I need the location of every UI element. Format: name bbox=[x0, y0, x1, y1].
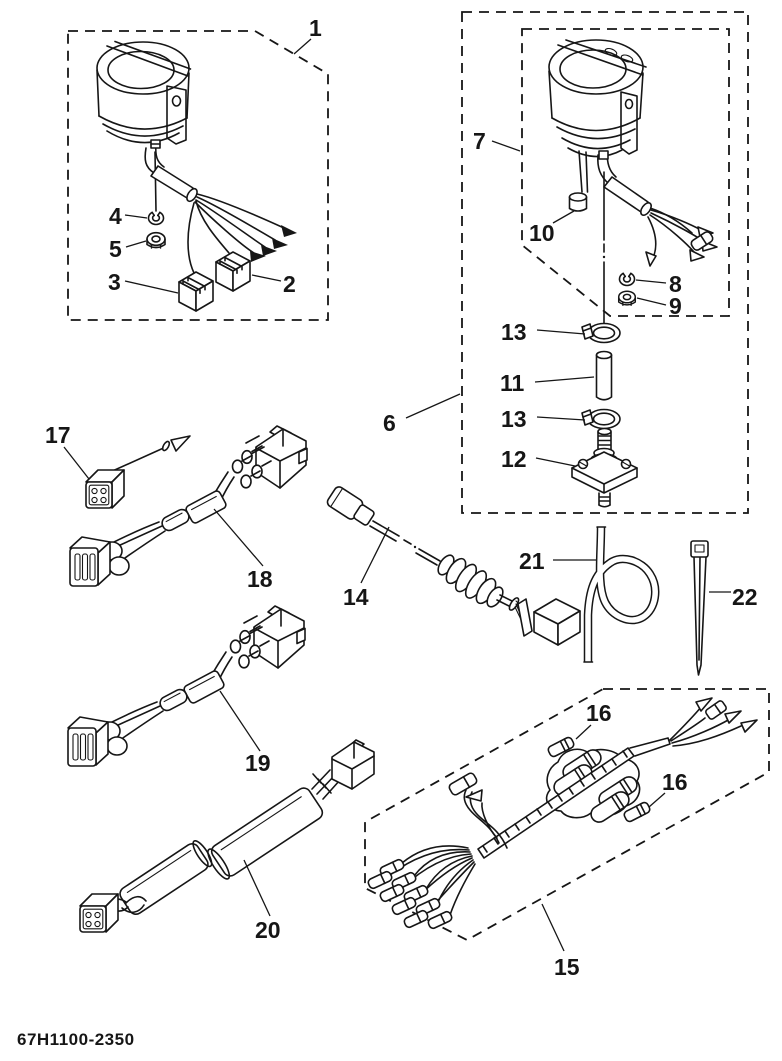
wire-harness-15 bbox=[367, 698, 757, 930]
callout-10 bbox=[529, 211, 574, 246]
callout-12 bbox=[501, 446, 575, 472]
callout-12-label: 12 bbox=[501, 446, 527, 472]
connector-17 bbox=[86, 436, 190, 508]
callout-5 bbox=[109, 236, 146, 262]
nut-5 bbox=[147, 233, 165, 248]
callout-19 bbox=[220, 691, 271, 776]
hose-clamp-13b bbox=[582, 410, 620, 429]
callout-21 bbox=[519, 548, 596, 574]
speedometer-hose-21 bbox=[584, 527, 655, 662]
callout-19-label: 19 bbox=[245, 750, 271, 776]
callout-11-label: 11 bbox=[500, 370, 525, 396]
callout-20-label: 20 bbox=[255, 917, 281, 943]
callout-4-label: 4 bbox=[109, 203, 122, 229]
callout-18 bbox=[214, 509, 273, 592]
cable-tie-22 bbox=[691, 541, 708, 675]
callout-7 bbox=[473, 128, 520, 154]
callout-5-label: 5 bbox=[109, 236, 122, 262]
callout-1 bbox=[294, 15, 322, 54]
callout-3-label: 3 bbox=[108, 269, 121, 295]
drawing-code: 67H1100-2350 bbox=[17, 1030, 135, 1049]
extension-harness-20 bbox=[80, 740, 374, 932]
washer-8 bbox=[620, 273, 635, 285]
callout-13a-label: 13 bbox=[501, 319, 527, 345]
callout-16a bbox=[576, 700, 612, 739]
callout-14-label: 14 bbox=[343, 584, 369, 610]
callout-17-label: 17 bbox=[45, 422, 71, 448]
callout-13b bbox=[501, 406, 585, 432]
callout-16b-label: 16 bbox=[662, 769, 688, 795]
callout-4 bbox=[109, 203, 147, 229]
callout-16a-label: 16 bbox=[586, 700, 612, 726]
pitot-tube-11 bbox=[597, 352, 612, 400]
callout-2-label: 2 bbox=[283, 271, 296, 297]
nut-9 bbox=[619, 291, 636, 305]
cap-10 bbox=[570, 193, 587, 211]
callout-13a bbox=[501, 319, 585, 345]
connector-cap-2 bbox=[216, 252, 250, 291]
washer-4 bbox=[149, 212, 164, 224]
speed-sensor-12 bbox=[572, 429, 637, 507]
callouts bbox=[45, 15, 758, 980]
callout-7-label: 7 bbox=[473, 128, 486, 154]
callout-18-label: 18 bbox=[247, 566, 273, 592]
callout-15 bbox=[542, 904, 580, 980]
callout-11 bbox=[500, 370, 594, 396]
callout-21-label: 21 bbox=[519, 548, 545, 574]
speedometer-gauge bbox=[97, 42, 297, 274]
callout-1-label: 1 bbox=[309, 15, 322, 41]
adapter-harness-19 bbox=[68, 606, 305, 766]
callout-8-label: 8 bbox=[669, 271, 682, 297]
callout-16b bbox=[649, 769, 688, 807]
callout-9-label: 9 bbox=[669, 293, 682, 319]
connector-cap-3 bbox=[179, 272, 213, 311]
callout-22-label: 22 bbox=[732, 584, 758, 610]
callout-15-label: 15 bbox=[554, 954, 580, 980]
callout-10-label: 10 bbox=[529, 220, 555, 246]
callout-20 bbox=[244, 860, 281, 943]
callout-17 bbox=[45, 422, 89, 479]
callout-13b-label: 13 bbox=[501, 406, 527, 432]
hose-clamp-13a bbox=[582, 324, 620, 343]
callout-3 bbox=[108, 269, 178, 295]
callout-6 bbox=[383, 394, 460, 436]
trim-gauge bbox=[549, 40, 717, 324]
callout-14 bbox=[343, 527, 389, 610]
callout-22 bbox=[709, 584, 758, 610]
callout-6-label: 6 bbox=[383, 410, 396, 436]
callout-2 bbox=[252, 271, 296, 297]
